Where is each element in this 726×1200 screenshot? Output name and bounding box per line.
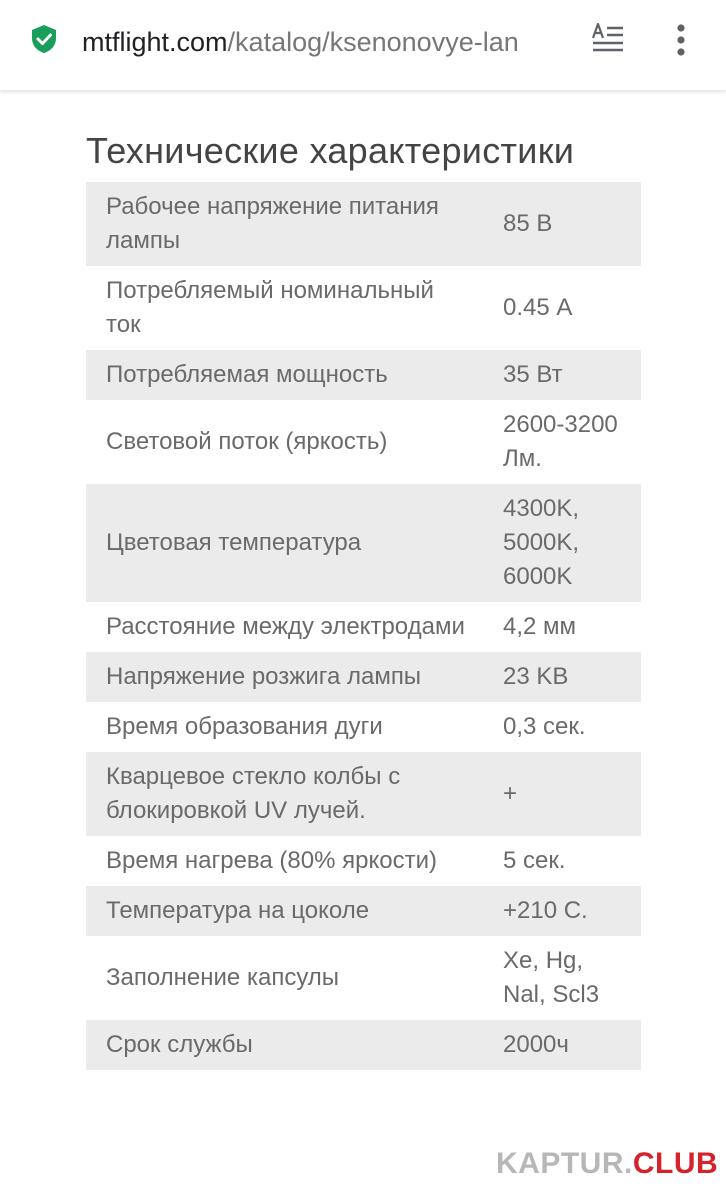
table-row: [86, 1020, 641, 1070]
table-row: [86, 400, 641, 484]
spec-label: Световой поток (яркость): [106, 428, 388, 455]
table-row: [86, 602, 641, 652]
secure-shield-icon[interactable]: [30, 24, 58, 54]
spec-label: Потребляемый номинальный ток: [106, 277, 434, 338]
spec-value: +210 С.: [483, 886, 641, 936]
spec-value: 2000ч: [483, 1020, 641, 1070]
spec-value: 0,3 сек.: [503, 713, 586, 740]
spec-value: +: [483, 752, 641, 836]
table-row: [86, 182, 641, 266]
spec-label: Потребляемая мощность: [86, 350, 483, 400]
table-row: [86, 350, 641, 400]
specs-table: [86, 182, 641, 1070]
watermark-logo: [496, 1147, 718, 1181]
table-row: [86, 886, 641, 936]
watermark-part1: KAPTUR.: [496, 1147, 633, 1180]
watermark-part2: CLUB: [632, 1147, 719, 1180]
spec-value: 4300K, 5000K, 6000K: [483, 484, 641, 602]
spec-label: Рабочее напряжение питания лампы: [86, 182, 483, 266]
spec-value: 0.45 А: [503, 294, 573, 321]
spec-label: Температура на цоколе: [86, 886, 483, 936]
url-field[interactable]: [82, 22, 570, 62]
page-title: Технические характеристики: [86, 130, 575, 171]
spec-label: Кварцевое стекло колбы с блокировкой UV лучей.: [86, 752, 483, 836]
more-vert-icon[interactable]: [668, 20, 694, 60]
table-row: [86, 702, 641, 752]
reader-mode-icon[interactable]: [590, 22, 626, 58]
page-content: [86, 90, 641, 1070]
table-row: [86, 752, 641, 836]
spec-label: Заполнение капсулы: [106, 964, 340, 991]
spec-label: Срок службы: [86, 1020, 483, 1070]
url-bar: [0, 0, 726, 90]
spec-value: 2600-3200 Лм.: [503, 411, 618, 472]
spec-label: Расстояние между электродами: [106, 613, 465, 640]
spec-value: 5 сек.: [503, 847, 566, 874]
table-row: [86, 266, 641, 350]
spec-label: Цветовая температура: [86, 484, 483, 602]
spec-value: 85 В: [483, 182, 641, 266]
table-row: [86, 836, 641, 886]
spec-value: 35 Вт: [483, 350, 641, 400]
spec-value: 4,2 мм: [503, 613, 577, 640]
table-row: [86, 936, 641, 1020]
spec-label: Время нагрева (80% яркости): [106, 847, 437, 874]
url-path: /katalog/ksenonovye-lan: [227, 27, 519, 57]
table-row: [86, 652, 641, 702]
table-row: [86, 484, 641, 602]
spec-label: Напряжение розжига лампы: [86, 652, 483, 702]
spec-label: Время образования дуги: [106, 713, 383, 740]
spec-value: 23 KB: [483, 652, 641, 702]
url-host: mtflight.com: [82, 27, 228, 57]
spec-value: Xe, Hg, Nal, Scl3: [503, 947, 600, 1008]
